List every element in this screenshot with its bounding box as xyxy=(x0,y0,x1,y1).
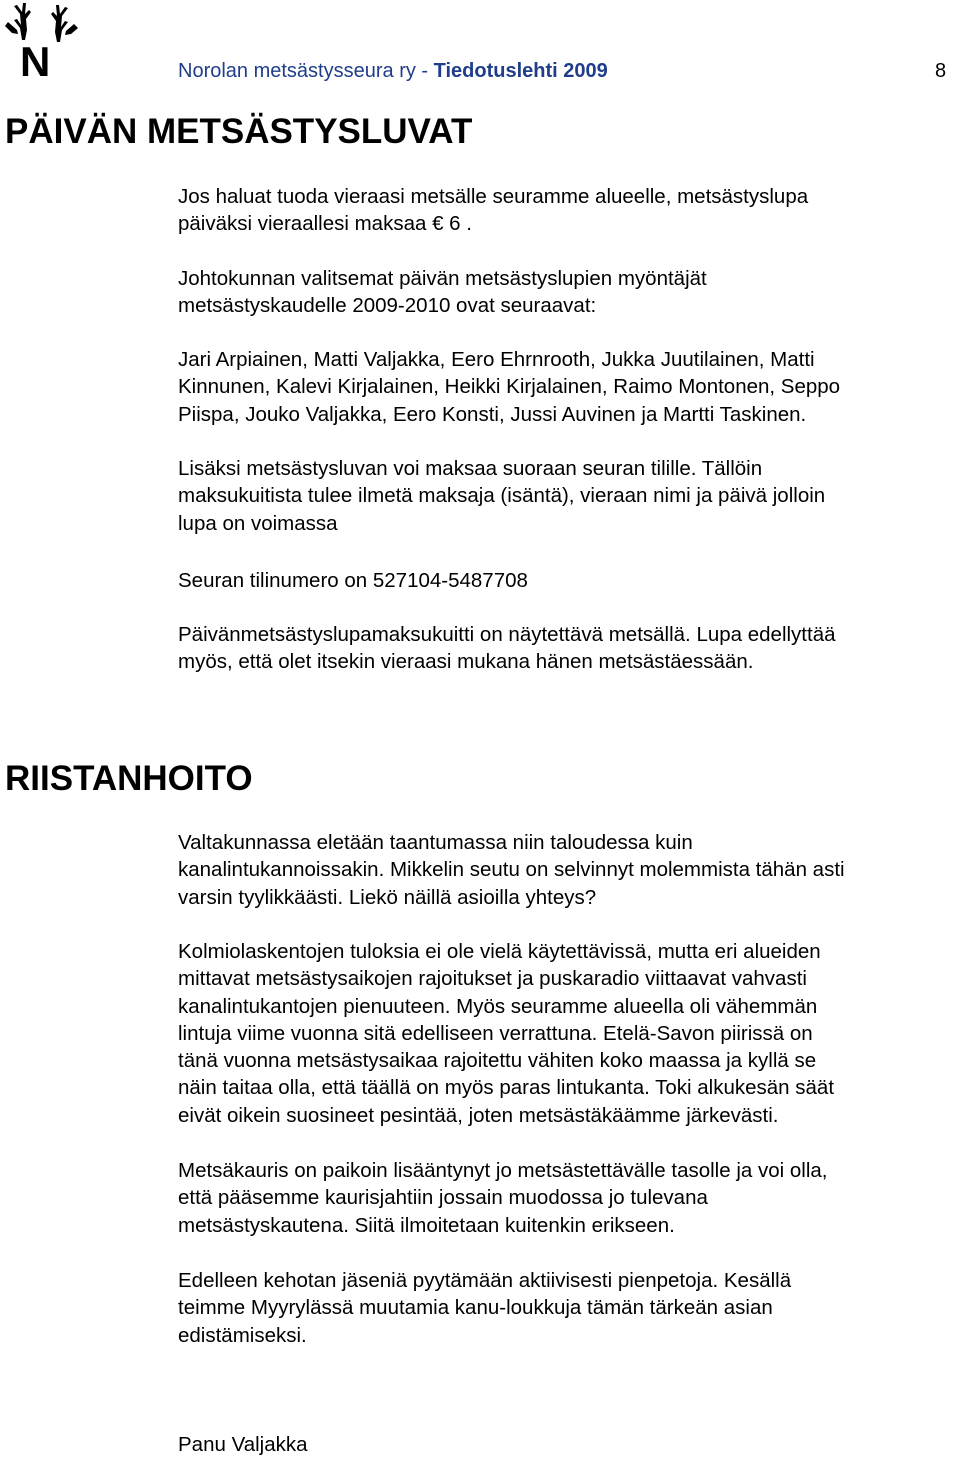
paragraph xyxy=(178,938,960,1129)
text-line: teimme Myyrylässä muutamia kanu-loukkuja tämän tärkeän asian xyxy=(178,1296,773,1320)
paragraph xyxy=(178,265,960,320)
paragraph-account-number xyxy=(178,567,960,594)
logo-letter: N xyxy=(20,38,51,80)
text-line: kanalintukantojen pienuuteen. Myös seuramme alueella oli vähemmän xyxy=(178,994,818,1018)
text-line: metsästyskaudelle 2009-2010 ovat seuraavat: xyxy=(178,294,597,318)
paragraph-permit-granters xyxy=(178,346,960,428)
text-line: Edelleen kehotan jäseniä pyytämään aktiivisesti pienpetoja. Kesällä xyxy=(178,1269,792,1292)
text-line: lupa on voimassa xyxy=(178,511,338,535)
paragraph xyxy=(178,183,960,238)
text-line: maksukuitista tulee ilmetä maksaja (isäntä), vieraan nimi ja päivä jolloin xyxy=(178,484,826,508)
text-line: tänä vuonna metsästysaikaa rajoitettu vähiten koko maassa ja kyllä se xyxy=(178,1049,817,1073)
text-line: Lisäksi metsästysluvan voi maksaa suoraan seuran tilille. Tällöin xyxy=(178,457,763,480)
text-line: metsästyskautena. Siitä ilmoitetaan kuitenkin erikseen. xyxy=(178,1213,675,1237)
paragraph xyxy=(178,829,960,911)
text-line: myös, että olet itsekin vieraasi mukana hänen metsästäessään. xyxy=(178,650,754,674)
text-line: edistämiseksi. xyxy=(178,1323,307,1347)
paragraph xyxy=(178,1157,960,1239)
text-line: Kolmiolaskentojen tuloksia ei ole vielä käytettävissä, mutta eri alueiden xyxy=(178,940,821,963)
running-header xyxy=(178,60,608,83)
paragraph xyxy=(178,455,960,537)
text-line: Piispa, Jouko Valjakka, Eero Konsti, Jussi Auvinen ja Martti Taskinen. xyxy=(178,402,807,426)
logo xyxy=(0,0,85,80)
text-line: Metsäkauris on paikoin lisääntynyt jo metsästettävälle tasolle ja voi olla, xyxy=(178,1159,828,1182)
text-line: näin taitaa olla, että täällä on myös paras lintukanta. Toki alkukesän säät xyxy=(178,1076,835,1100)
norola-antler-n-logo-icon xyxy=(0,0,85,80)
section-heading-riistanhoito: RIISTANHOITO xyxy=(5,759,253,798)
signature xyxy=(178,1431,960,1458)
text-line: Päivänmetsästyslupamaksukuitti on näytettävä metsällä. Lupa edellyttää xyxy=(178,623,836,646)
text-line: Kinnunen, Kalevi Kirjalainen, Heikki Kirjalainen, Raimo Montonen, Seppo xyxy=(178,375,841,399)
text-line: kanalintukannoissakin. Mikkelin seutu on selvinnyt molemmista tähän asti xyxy=(178,858,845,882)
page-number: 8 xyxy=(935,60,947,82)
paragraph xyxy=(178,621,960,676)
text-line: lintuja viime vuonna sitä edelliseen verrattuna. Etelä-Savon piirissä on xyxy=(178,1021,813,1045)
header-publication: Tiedotuslehti 2009 xyxy=(433,60,608,82)
text-line: että pääsemme kaurisjahtiin jossain muodossa jo tulevana xyxy=(178,1186,708,1210)
text-line: Valtakunnassa eletään taantumassa niin taloudessa kuin xyxy=(178,831,693,854)
text-line: varsin tyylikkäästi. Liekö näillä asioilla yhteys? xyxy=(178,885,597,909)
text-line: Johtokunnan valitsemat päivän metsästyslupien myöntäjät xyxy=(178,267,707,290)
header-org: Norolan metsästysseura ry - xyxy=(178,60,434,82)
text-line: Jari Arpiainen, Matti Valjakka, Eero Ehrnrooth, Jukka Juutilainen, Matti xyxy=(178,348,815,371)
text-line: Seuran tilinumero on 527104-5487708 xyxy=(178,569,528,592)
text-line: eivät oikein suosineet pesintää, joten metsästäkäämme järkevästi. xyxy=(178,1103,779,1127)
text-line: päiväksi vieraallesi maksaa € 6 . xyxy=(178,212,472,236)
text-line: mittavat metsästysaikojen rajoitukset ja puskaradio viittaavat vahvasti xyxy=(178,967,807,991)
signature-name: Panu Valjakka xyxy=(178,1433,308,1456)
text-line: Jos haluat tuoda vieraasi metsälle seuramme alueelle, metsästyslupa xyxy=(178,185,809,208)
paragraph xyxy=(178,1267,960,1349)
section-heading-paivan-metsastysluvat: PÄIVÄN METSÄSTYSLUVAT xyxy=(5,112,473,151)
